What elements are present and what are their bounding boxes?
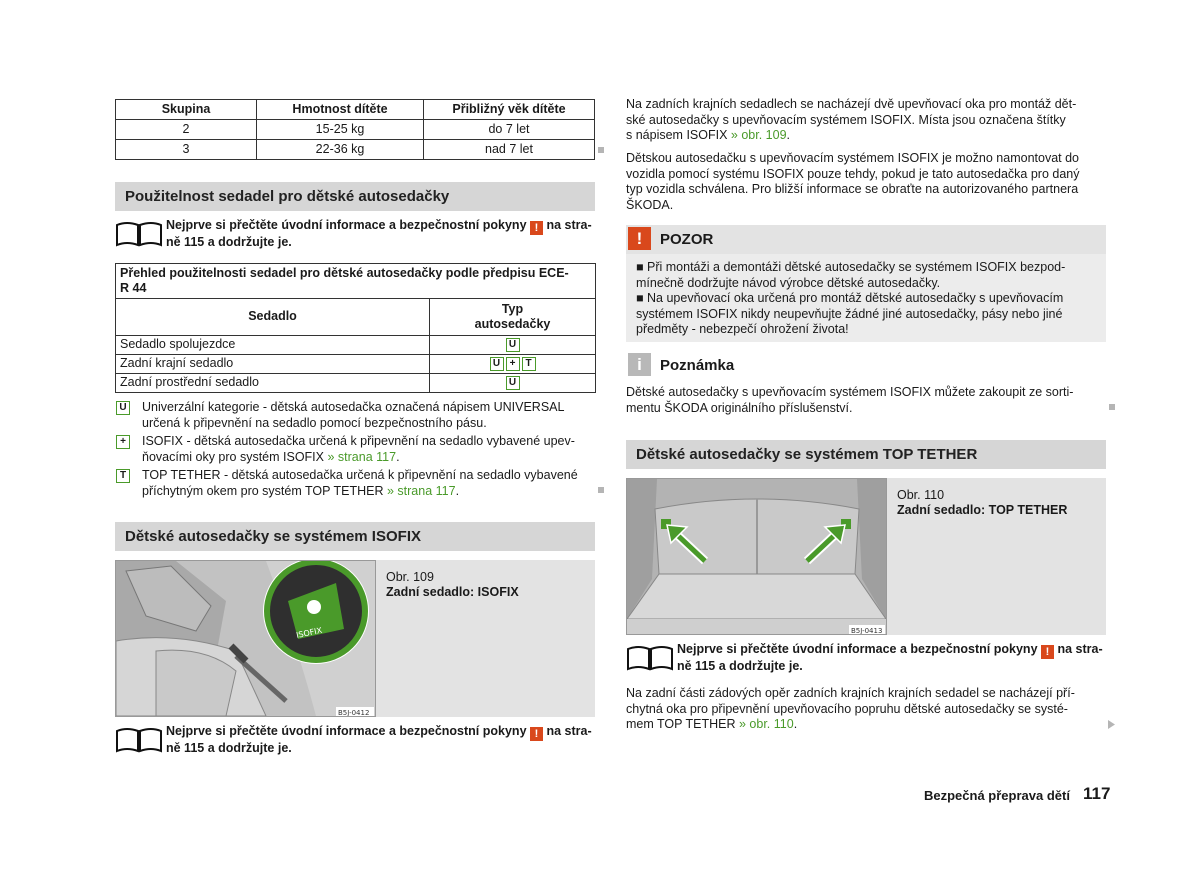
warning-line: mínečně dodržujte návod výrobce dětské autosedačky. [636, 275, 941, 290]
text-line: vozidla pomocí systému ISOFIX pouze tehdy, pokud je tato autosedačka pro daný [626, 166, 1080, 181]
book-icon [115, 218, 163, 248]
text-line: s nápisem ISOFIX [626, 128, 728, 142]
notice-text-a: Nejprve si přečtěte úvodní informace a bezpečnostní pokyny [677, 642, 1038, 656]
book-icon [626, 642, 674, 672]
legend-line: příchytným okem pro systém TOP TETHER [142, 483, 384, 498]
legend-item [115, 400, 564, 431]
col-header-line: Typ [501, 301, 524, 316]
legend-symbol: U [116, 401, 130, 415]
warning-body [626, 254, 1106, 342]
seat-name: Sedadlo spolujezdce [116, 336, 430, 355]
notice-text-c: ně 115 a dodržujte je. [677, 659, 803, 673]
figure-110 [626, 478, 1106, 635]
legend-tail: . [396, 449, 400, 464]
seat-types [430, 374, 596, 393]
isofix-seat-illustration [115, 560, 376, 717]
warning-line: ■ Na upevňovací oka určená pro montáž dětské autosedačky s upevňovacím [636, 291, 1064, 305]
table-row [116, 120, 595, 140]
figure-caption: Zadní sedadlo: ISOFIX [386, 585, 519, 599]
paragraph-isofix-anchors [626, 97, 1106, 144]
page-number: 117 [1083, 784, 1111, 803]
table-caption-row [116, 264, 596, 299]
end-mark [598, 147, 604, 153]
table-row [116, 140, 595, 160]
text-tail: . [793, 717, 798, 731]
isofix-badge-text: ISOFIX [295, 625, 323, 640]
warning-icon: ! [530, 221, 543, 235]
paragraph-isofix-approval [626, 151, 1106, 213]
legend-item [115, 468, 578, 499]
notice-text-c: ně 115 a dodržujte je. [166, 741, 292, 755]
text-line: Dětskou autosedačku s upevňovacím systémem ISOFIX je možno namontovat do [626, 151, 1079, 165]
notice-text-b: na stra- [546, 724, 592, 738]
notice-text-a: Nejprve si přečtěte úvodní informace a bezpečnostní pokyny [166, 724, 527, 738]
text-line: chytná oka pro připevnění upevňovacího popruhu dětské autosedačky se systé- [626, 701, 1068, 716]
warning-title: POZOR [660, 231, 714, 248]
legend-item [115, 434, 575, 465]
col-header: Hmotnost dítěte [257, 100, 424, 120]
note-body [626, 385, 1106, 416]
notice-text-c: ně 115 a dodržujte je. [166, 235, 292, 249]
figure-link[interactable]: » obr. 110 [739, 717, 794, 731]
figure-number: Obr. 110 [897, 488, 945, 502]
legend-tail: . [455, 483, 460, 498]
paragraph-top-tether [626, 686, 1106, 733]
notice-text-b: na stra- [1057, 642, 1103, 656]
legend-text [142, 468, 578, 499]
safety-notice [115, 724, 595, 757]
legend-text [142, 400, 564, 431]
legend-line: ňovacími oky pro systém ISOFIX [142, 449, 324, 464]
table-cell: 22-36 kg [257, 140, 424, 160]
col-header: Skupina [116, 100, 257, 120]
table-cell: 2 [116, 120, 257, 140]
figure-109 [115, 560, 595, 717]
table-row [116, 355, 596, 374]
figure-code: B5J-0413 [851, 627, 883, 634]
text-line: ské autosedačky s upevňovacím systémem ISOFIX. Místa jsou označena štítky [626, 112, 1066, 127]
text-tail: . [786, 128, 791, 142]
text-line: ŠKODA. [626, 197, 674, 212]
seat-types [430, 336, 596, 355]
safety-notice [626, 642, 1106, 675]
notice-text-b: na stra- [546, 218, 592, 232]
continue-arrow-icon [1108, 720, 1116, 729]
warning-heading [626, 225, 1106, 254]
text-line: Na zadních krajních sedadlech se nacházejí dvě upevňovací oka pro montáž dět- [626, 97, 1077, 111]
section-heading-top-tether: Dětské autosedačky se systémem TOP TETHER [626, 440, 1106, 469]
legend-line: TOP TETHER - dětská autosedačka určená k připevnění na sedadlo vybavené [142, 468, 578, 482]
text-line: mem TOP TETHER [626, 717, 736, 731]
warning-icon: ! [628, 227, 651, 250]
page-link[interactable]: » strana 117 [327, 449, 397, 464]
trunk-drawing [627, 479, 886, 634]
warning-icon: ! [530, 727, 543, 741]
type-symbol: U [506, 338, 520, 352]
legend-symbol: + [116, 435, 130, 449]
table-row [116, 336, 596, 355]
notice-text [677, 642, 1103, 675]
table-header-row [116, 299, 596, 336]
legend-line: určená k připevnění na sedadlo pomocí bezpečnostního pásu. [142, 415, 487, 430]
table-cell: do 7 let [424, 120, 595, 140]
col-header: Přibližný věk dítěte [424, 100, 595, 120]
legend-text [142, 434, 575, 465]
note-title: Poznámka [660, 357, 735, 374]
notice-text [166, 724, 592, 757]
warning-line: systémem ISOFIX nikdy neupevňujte žádné jiné autosedačky, pásy nebo jiné [636, 306, 1063, 321]
seat-types [430, 355, 596, 374]
figure-caption: Zadní sedadlo: TOP TETHER [897, 503, 1068, 517]
legend-line: ISOFIX - dětská autosedačka určená k připevnění na sedadlo vybavené upev- [142, 434, 575, 448]
note-line: mentu ŠKODA originálního příslušenství. [626, 400, 853, 415]
footer-section-title: Bezpečná přeprava dětí [924, 788, 1070, 803]
col-header-seat: Sedadlo [116, 299, 430, 336]
seat-drawing [116, 561, 375, 716]
note-line: Dětské autosedačky s upevňovacím systémem ISOFIX můžete zakoupit ze sorti- [626, 385, 1074, 399]
table-cell: nad 7 let [424, 140, 595, 160]
end-mark [1109, 404, 1115, 410]
type-symbol: + [506, 357, 520, 371]
notice-text-a: Nejprve si přečtěte úvodní informace a bezpečnostní pokyny [166, 218, 527, 232]
info-icon: i [628, 353, 651, 376]
weight-table-header [116, 100, 595, 120]
end-mark [598, 487, 604, 493]
seat-name: Zadní prostřední sedadlo [116, 374, 430, 393]
type-symbol: U [490, 357, 504, 371]
figure-number: Obr. 109 [386, 570, 434, 584]
col-header-type [430, 299, 596, 336]
legend-symbol: T [116, 469, 130, 483]
table-row [116, 374, 596, 393]
legend-line: Univerzální kategorie - dětská autosedačka označená nápisem UNIVERSAL [142, 400, 565, 414]
note-heading [626, 353, 1106, 379]
seat-usability-table [115, 263, 596, 393]
section-heading-seat-usability: Použitelnost sedadel pro dětské autosedačky [115, 182, 595, 211]
table-cell: 15-25 kg [257, 120, 424, 140]
page-link[interactable]: » strana 117 [387, 483, 456, 498]
type-symbol: T [522, 357, 536, 371]
warning-line: ■ Při montáži a demontáži dětské autosedačky se systémem ISOFIX bezpod- [636, 260, 1066, 274]
table-cell: 3 [116, 140, 257, 160]
col-header-line: autosedačky [474, 317, 551, 331]
table-caption [116, 264, 596, 299]
top-tether-trunk-illustration [626, 478, 887, 635]
text-line: Na zadní části zádových opěr zadních krajních krajních sedadel se nacházejí pří- [626, 686, 1075, 700]
text-line: typ vozidla schválena. Pro bližší informace se obraťte na autorizovaného partnera [626, 182, 1079, 196]
notice-text [166, 218, 592, 251]
warning-icon: ! [1041, 645, 1054, 659]
section-heading-isofix: Dětské autosedačky se systémem ISOFIX [115, 522, 595, 551]
book-icon [115, 724, 163, 754]
weight-table [115, 99, 595, 160]
type-symbol: U [506, 376, 520, 390]
figure-link[interactable]: » obr. 109 [730, 128, 787, 142]
figure-code: B5J-0412 [338, 709, 370, 716]
warning-line: předměty - nebezpečí ohrožení života! [636, 322, 849, 336]
caption-line: Přehled použitelnosti sedadel pro dětské autosedačky podle předpisu ECE- [120, 265, 569, 280]
seat-name: Zadní krajní sedadlo [116, 355, 430, 374]
safety-notice [115, 218, 595, 251]
caption-line: R 44 [120, 281, 147, 295]
